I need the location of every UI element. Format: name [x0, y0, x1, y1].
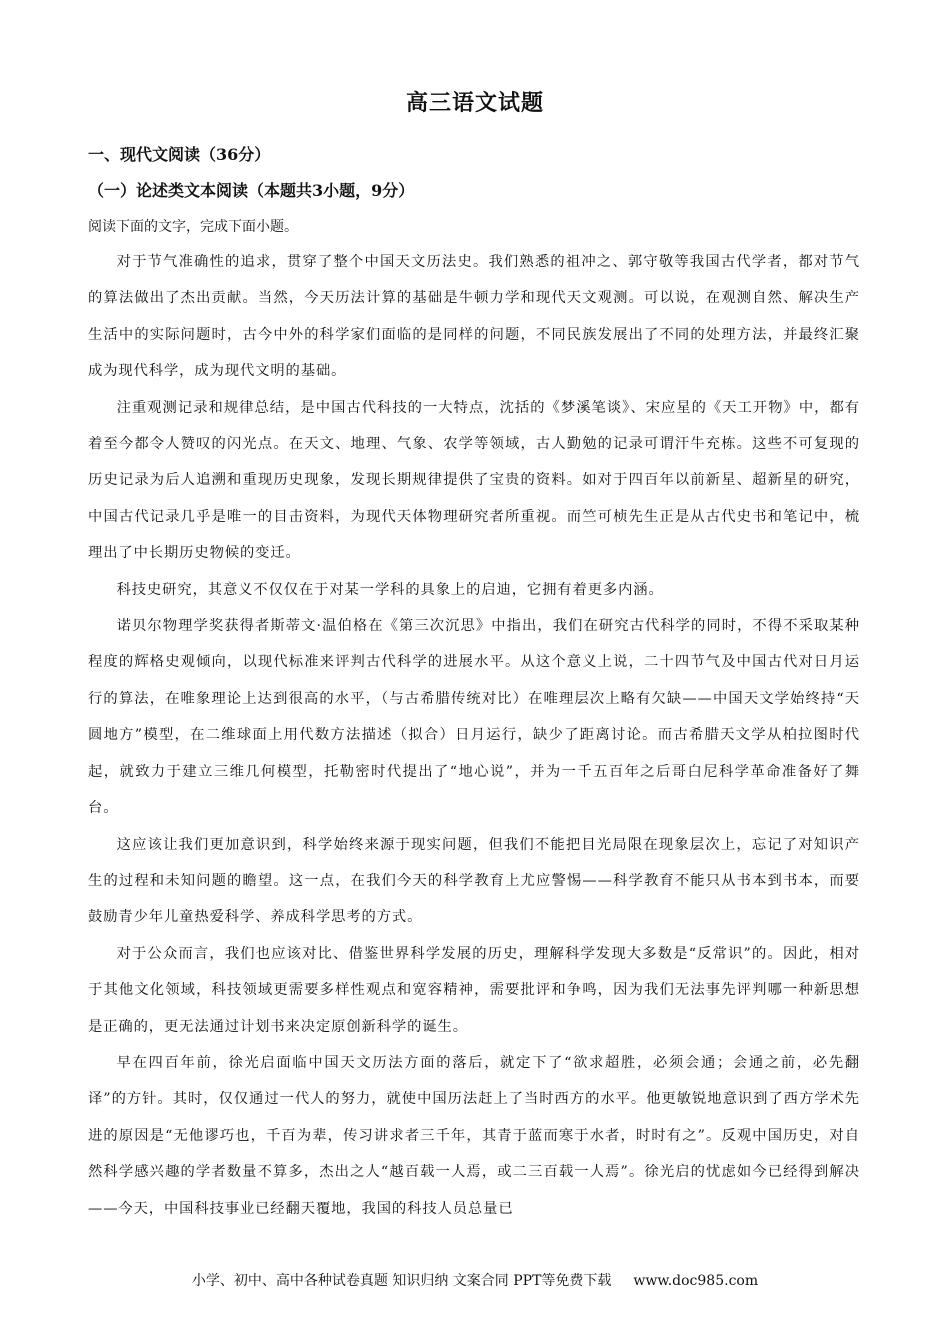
article-paragraph-5: 这应该让我们更加意识到，科学始终来源于现实问题，但我们不能把目光局限在现象层次上，忘记了对知识产生的过程和未知问题的瞻望。这一点，在我们今天的科学教育上尤应警惕——科学教育不能只从书本到书本，而要鼓励青少年儿童热爱科学、养成科学思考的方式。 — [88, 836, 860, 926]
article-paragraph-3: 科技史研究，其意义不仅仅在于对某一学科的具象上的启迪，它拥有着更多内涵。 — [116, 581, 664, 598]
footer-url: www.doc985.com — [633, 1273, 759, 1289]
section-heading-modern-reading: 一、现代文阅读（36分） — [88, 145, 271, 164]
page-title: 高三语文试题 — [405, 90, 544, 116]
page-footer — [0, 1270, 950, 1290]
article-paragraph-7: 早在四百年前，徐光启面临中国天文历法方面的落后，就定下了“欲求超胜，必须会通；会通之前，必先翻译”的方针。其时，仅仅通过一代人的努力，就使中国历法赶上了当时西方的水平。他更敏锐地意识到了西方学术先进的原因是“无他谬巧也，千百为辈，传习讲求者三千年，其青于蓝而寒于水者，时时有之”。反观中国历史，对自然科学感兴趣的学者数量不算多，杰出之人“越百载一人焉，或二三百载一人焉”。徐光启的忧虑如今已经得到解决——今天，中国科技事业已经翻天覆地，我国的科技人员总量已 — [88, 1054, 860, 1217]
article-paragraph-4: 诺贝尔物理学奖获得者斯蒂文·温伯格在《第三次沉思》中指出，我们在研究古代科学的同时，不得不采取某种程度的辉格史观倾向，以现代标准来评判古代科学的进展水平。从这个意义上说，二十四节气及中国古代对日月运行的算法，在唯象理论上达到很高的水平，（与古希腊传统对比）在唯理层次上略有欠缺——中国天文学始终持“天圆地方”模型，在二维球面上用代数方法描述（拟合）日月运行，缺少了距离讨论。而古希腊天文学从柏拉图时代起，就致力于建立三维几何模型，托勒密时代提出了“地心说”，并为一千五百年之后哥白尼科学革命准备好了舞台。 — [88, 618, 860, 817]
reading-instruction: 阅读下面的文字，完成下面小题。 — [88, 219, 298, 235]
article-body — [88, 244, 860, 1229]
article-paragraph-1: 对于节气准确性的追求，贯穿了整个中国天文历法史。我们熟悉的祖冲之、郭守敬等我国古代学者，都对节气的算法做出了杰出贡献。当然，今天历法计算的基础是牛顿力学和现代天文观测。可以说，在观测自然、解决生产生活中的实际问题时，古今中外的科学家们面临的是同样的问题，不同民族发展出了不同的处理方法，并最终汇聚成为现代科学，成为现代文明的基础。 — [88, 254, 860, 380]
article-paragraph-2: 注重观测记录和规律总结，是中国古代科技的一大特点，沈括的《梦溪笔谈》、宋应星的《天工开物》中，都有着至今都令人赞叹的闪光点。在天文、地理、气象、农学等领域，古人勤勉的记录可谓汗牛充栋。这些不可复现的历史记录为后人追溯和重现历史现象，发现长期规律提供了宝贵的资料。如对于四百年以前新星、超新星的研究，中国古代记录几乎是唯一的目击资料，为现代天体物理研究者所重视。而竺可桢先生正是从古代史书和笔记中，梳理出了中长期历史物候的变迁。 — [88, 399, 860, 562]
article-paragraph-6: 对于公众而言，我们也应该对比、借鉴世界科学发展的历史，理解科学发现大多数是“反常识”的。因此，相对于其他文化领域，科技领域更需要多样性观点和宽容精神，需要批评和争鸣，因为我们无法事先评判哪一种新思想是正确的，更无法通过计划书来决定原创新科学的诞生。 — [88, 945, 860, 1035]
footer-text: 小学、初中、高中各种试卷真题 知识归纳 文案合同 PPT等免费下载 — [191, 1273, 612, 1289]
subsection-heading-argumentative: （一）论述类文本阅读（本题共3小题，9分） — [88, 181, 415, 200]
